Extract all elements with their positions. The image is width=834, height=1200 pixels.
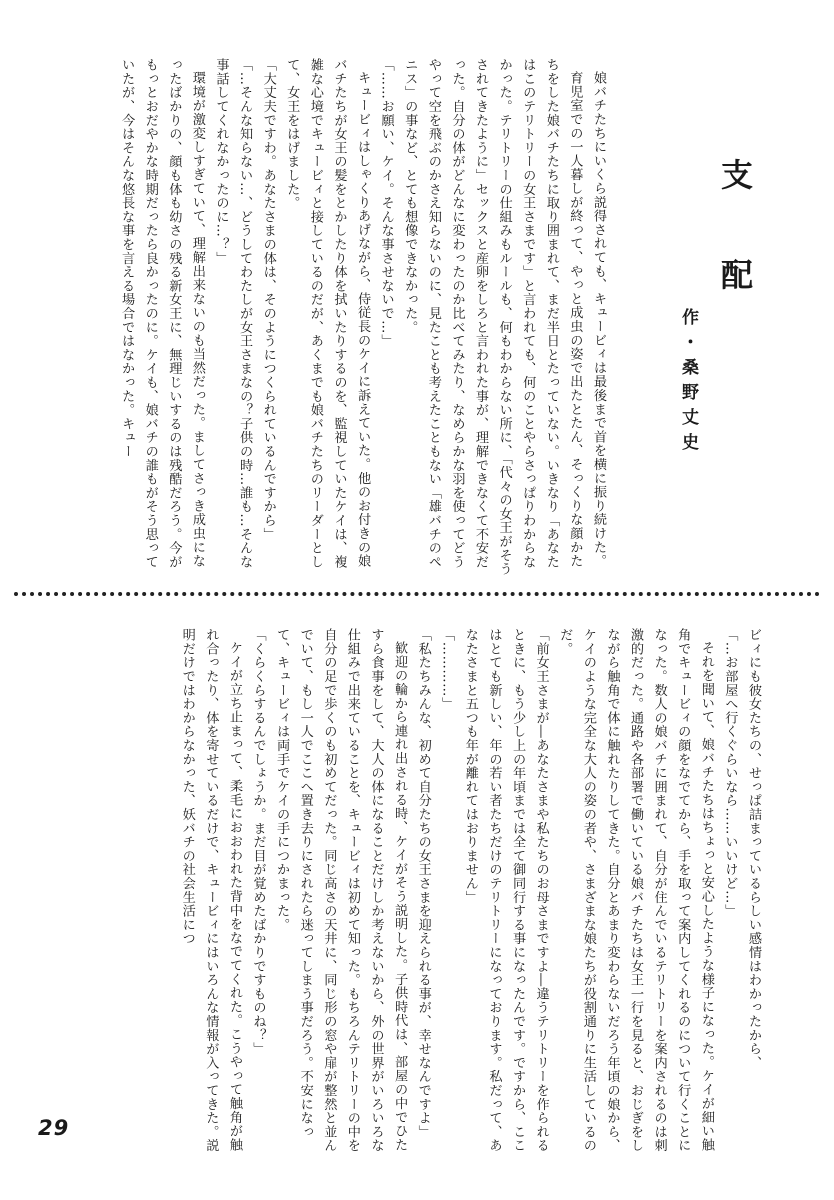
dialogue-line: 「くらくらするんでしょうか。まだ目が覚めたばかりですものね？」 <box>250 628 266 1056</box>
dialogue-line: 「私たちみんな、初めて自分たちの女王さまを迎えられる事が、幸せなんですよ」 <box>415 628 431 1139</box>
paragraph: 育児室での一人暮しが終って、やっと成虫の姿で出たとたん、そっくりな顔かたちをした娘バチたちに取り囲まれて、まだ半日とたっていない。いきなり「あなたはこのテリトリーの女王さまです」と言われても、何のことやらさっぱりわからなかった。テリトリーの仕組みもルールも、何もわからない所に、「代々の女王がそうされてきたように」セックスと産卵をしろと言われた事が、理解できなくて不安だった。自分の体がどんなに変わったのか比べてみたり、なめらかな羽を使ってどうやって空を飛ぶのかさえ知らないのに、見たことも考えたこともない「雄バチのペニス」の事など、とても想像できなかった。 <box>402 58 583 576</box>
dialogue-line: 「…お部屋へ行くぐらいなら……いいけど…」 <box>722 628 738 918</box>
paragraph: それを聞いて、娘バチたちはちょっと安心したような様子になった。ケイが細い触角でキュービィの顔をなでてから、手を取って案内してくれるのについて行くことになった。数人の娘バチに囲まれて、自分が住んでいるテリトリーを案内されるのは刺激的だった。通路や各部署で働いている娘バチたちは女王一行を見ると、おじぎをしながら触角で体に触れたりしてきた。自分とあまり変わらないだろう年頃の娘から、ケイのような完全な大人の姿の者や、さまざまな娘たちが役割通りに生活しているのだ。 <box>557 628 714 1153</box>
dialogue-line: 「…………」 <box>439 628 455 711</box>
story-title: 支 配 <box>716 158 754 308</box>
dialogue-line: 「大丈夫ですわ。あなたさまの体は、そのようにつくられているんですから」 <box>260 58 276 541</box>
lower-text-block <box>95 628 765 1158</box>
paragraph: 娘バチたちにいくら説得されても、キュービィは最後まで首を横に振り続けた。 <box>591 71 606 568</box>
dialogue-line: 「前女王さまが―あなたさまや私たちのお母さまですよ―違うテリトリーを作られるときに、もう少し上の年頃までは全て御同行する事になったんです。ですから、ここはとても新しい、年の若い者たちだけのテリトリーになっております。私だって、あなたさまと五つも年が離れてはおりません」 <box>462 628 549 1153</box>
paragraph: ケイが立ち止まって、柔毛におおわれた背中をなでてくれた。こうやって触角が触れ合ったり、体を寄せているだけで、キュービィにはいろんな情報が入ってきた。説明だけではわからなかった、妖バチの社会生活につ <box>179 628 242 1153</box>
author-byline: 作・桑野丈史 <box>678 308 698 458</box>
section-divider <box>14 592 820 596</box>
upper-text-block <box>80 58 610 578</box>
paragraph: 環境が激変しすぎていて、理解出来ないのも当然だった。ましてさっき成虫になったばかりの、顔も体も幼さの残る新女王に、無理じいするのは残酷だろう。今がもっとおだやかな時期だったら良かったのに。ケイも、娘バチの誰もがそう思っていたが、今はそんな悠長な事を言える場合ではなかった。キュー <box>119 58 205 569</box>
paragraph: キュービィはしゃくりあげながら、侍従長のケイに訴えていた。他のお付きの娘バチたちが女王の髪をとかしたり体を拭いたりするのを、監視していたケイは、複雑な心境でキュービィと接しているのだが、あくまでも娘バチたちのリーダーとして、女王をはげました。 <box>284 58 371 569</box>
dialogue-line: 「…そんな知らない…、どうしてわたしが女王さまなの？子供の時…誰も…そんな事話してくれなかったのに…？」 <box>213 58 253 569</box>
dialogue-line: 「……お願い、ケイ。そんな事させないで…」 <box>378 58 394 348</box>
page-number: 29 <box>38 1116 70 1140</box>
paragraph: 歓迎の輪から連れ出される時、ケイがそう説明した。子供時代は、部屋の中でひたすら食事をして、大人の体になることだけしか考えないから、外の世界がいろいろな仕組みで出来ていることを、キュービィは初めて知った。もちろんテリトリーの中を自分の足で歩くのも初めてだった。同じ高さの天井に、同じ形の窓や扉が整然と並んでいて、もし一人でここへ置き去りにされたら迷ってしまう事だろう。不安になって、キュービィは両手でケイの手につかまった。 <box>274 628 408 1153</box>
paragraph: ビィにも彼女たちの、せっぱ詰まっているらしい感情はわかったから、 <box>746 628 761 1070</box>
